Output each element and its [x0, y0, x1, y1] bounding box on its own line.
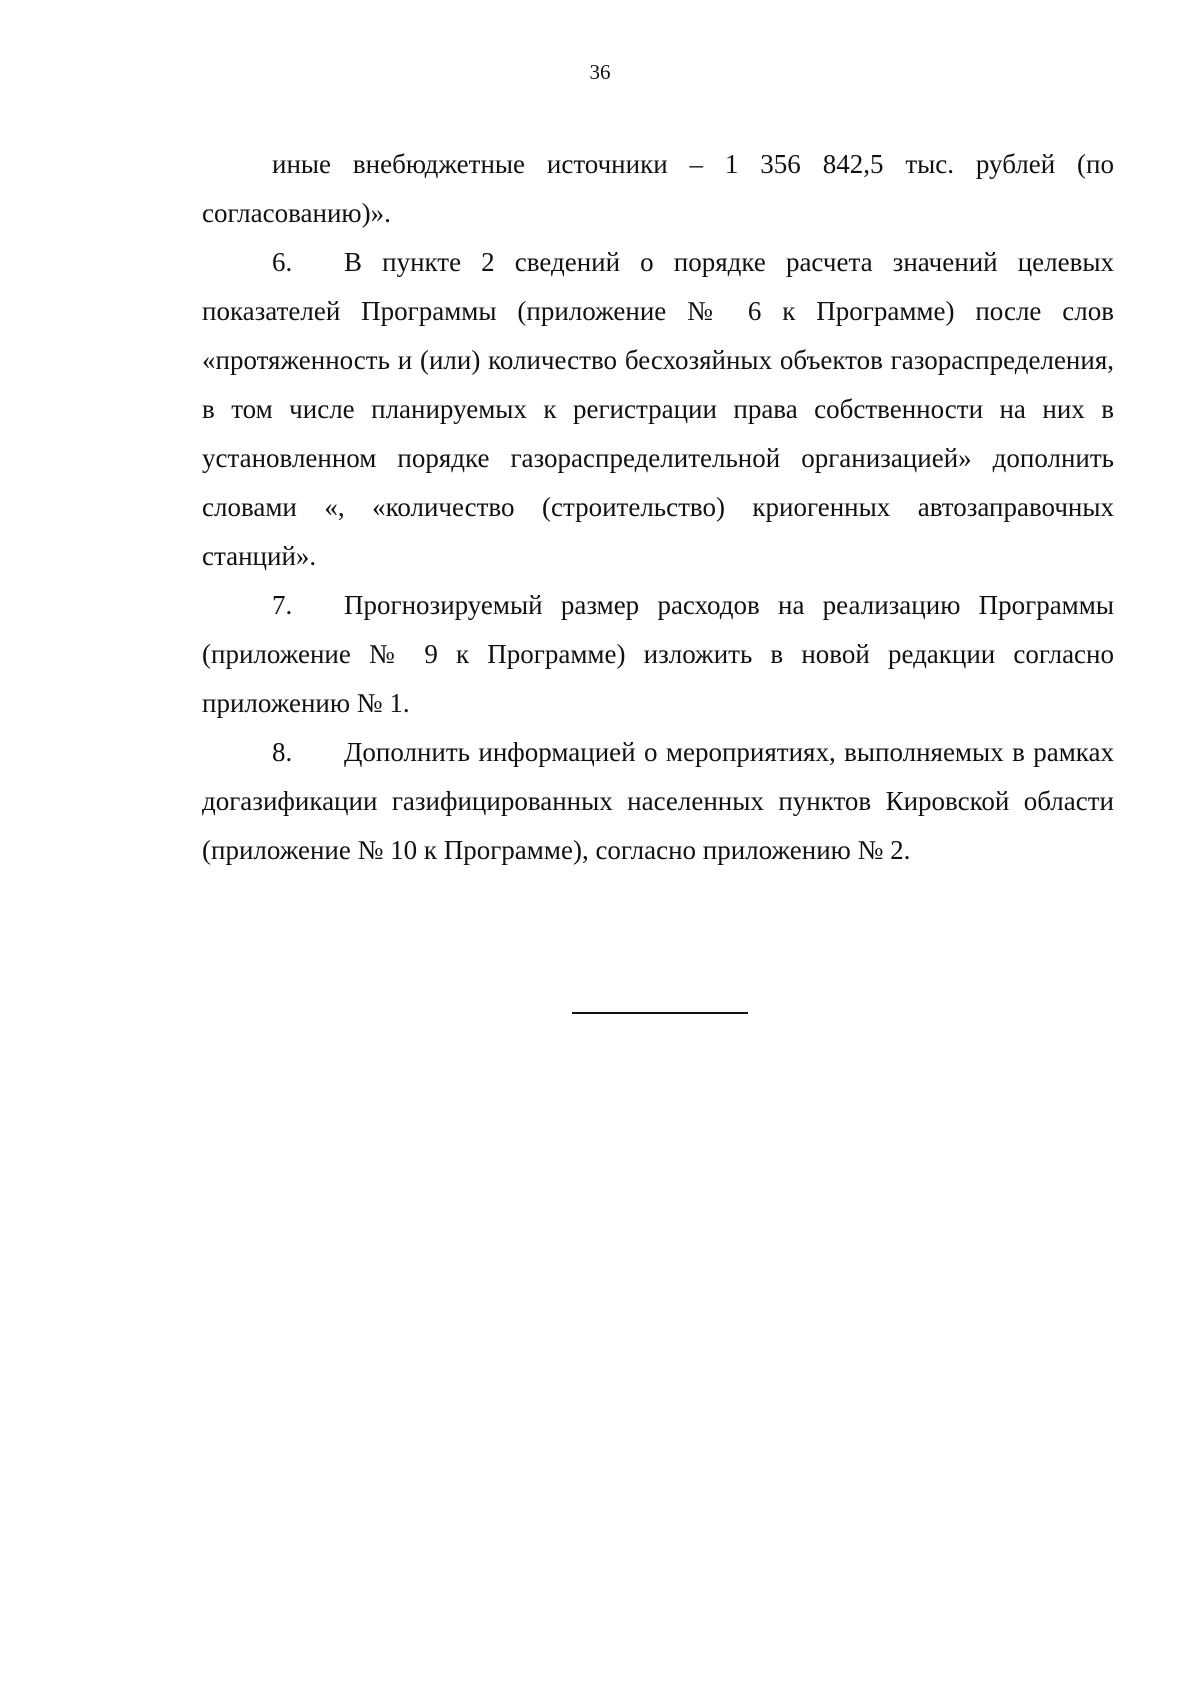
paragraph-text: иные внебюджетные источники – 1 356 842,5 тыс. рублей (по согласованию)». — [202, 149, 1114, 228]
document-body — [202, 140, 1114, 875]
paragraph-text: Прогнозируемый размер расходов на реализацию Программы (приложение № 9 к Программе) изложить в новой редакции согласно приложению № 1. — [202, 590, 1114, 718]
paragraph-item-7 — [202, 581, 1114, 728]
paragraph-text: В пункте 2 сведений о порядке расчета значений целевых показателей Программы (приложение № 6 к Программе) после слов «протяженность и (или) количество бесхозяйных объектов газораспределения, в том числе планируемых к регистрации права собственности на них в установленном порядке газораспределительной организацией» дополнить словами «, «количество (строительство) криогенных автозаправочных станций». — [202, 247, 1114, 571]
paragraph-funding-line — [202, 140, 1114, 238]
page-number: 36 — [589, 60, 611, 84]
item-number: 6. — [272, 247, 293, 277]
paragraph-item-6 — [202, 238, 1114, 581]
end-divider-line — [572, 1012, 748, 1014]
paragraph-text: Дополнить информацией о мероприятиях, выполняемых в рамках догазификации газифицированных населенных пунктов Кировской области (приложение № 10 к Программе), согласно приложению № 2. — [202, 737, 1114, 865]
item-number: 8. — [272, 737, 293, 767]
paragraph-item-8 — [202, 728, 1114, 875]
item-number: 7. — [272, 590, 293, 620]
